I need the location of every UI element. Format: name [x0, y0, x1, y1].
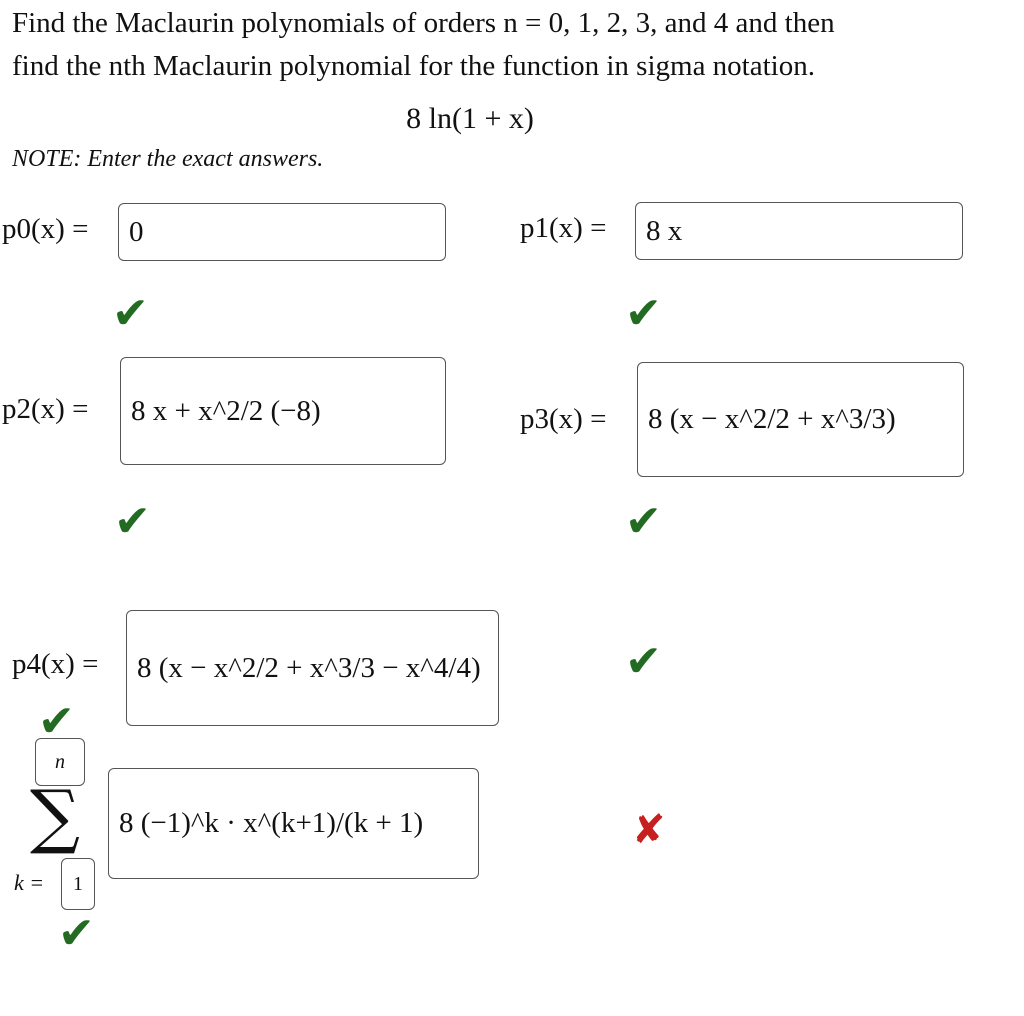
- problem-line-1: Find the Maclaurin polynomials of orders n = 0, 1, 2, 3, and 4 and then: [12, 7, 835, 39]
- p0-label: p0(x) =: [2, 213, 89, 245]
- check-icon: ✔: [114, 496, 151, 547]
- p0-input[interactable]: [118, 203, 446, 261]
- p4-input[interactable]: [126, 610, 499, 726]
- function-expression: 8 ln(1 + x): [406, 102, 534, 135]
- sigma-lower-label: k =: [14, 870, 45, 895]
- p2-input[interactable]: [120, 357, 446, 465]
- sigma-lower-value: 1: [73, 872, 83, 895]
- check-icon: ✔: [625, 288, 662, 339]
- p3-label: p3(x) =: [520, 403, 607, 435]
- sigma-summand-input[interactable]: [108, 768, 479, 879]
- p1-value: 8 x: [646, 214, 683, 247]
- check-icon: ✔: [625, 496, 662, 547]
- sigma-summand-value: 8 (−1)^k · x^(k+1)/(k + 1): [119, 807, 424, 839]
- problem-line-2: find the nth Maclaurin polynomial for the function in sigma notation.: [12, 50, 815, 82]
- note-text: NOTE: Enter the exact answers.: [12, 146, 324, 172]
- check-icon: ✔: [58, 908, 95, 959]
- sigma-lower-limit-input[interactable]: [61, 858, 95, 910]
- sigma-symbol: ∑: [30, 775, 80, 857]
- p1-input[interactable]: [635, 202, 963, 260]
- p4-label: p4(x) =: [12, 648, 99, 680]
- p3-input[interactable]: [637, 362, 964, 477]
- sigma-upper-value: n: [55, 750, 65, 773]
- p4-value: 8 (x − x^2/2 + x^3/3 − x^4/4): [137, 651, 481, 684]
- cross-icon: ✘: [632, 807, 666, 853]
- check-icon: ✔: [625, 636, 662, 687]
- p1-label: p1(x) =: [520, 212, 607, 244]
- p0-value: 0: [129, 215, 144, 248]
- check-icon: ✔: [112, 288, 149, 339]
- p2-value: 8 x + x^2/2 (−8): [131, 394, 321, 427]
- problem-statement: [12, 2, 1012, 88]
- check-icon: ✔: [38, 696, 75, 747]
- p3-value: 8 (x − x^2/2 + x^3/3): [648, 403, 896, 435]
- p2-label: p2(x) =: [2, 393, 89, 425]
